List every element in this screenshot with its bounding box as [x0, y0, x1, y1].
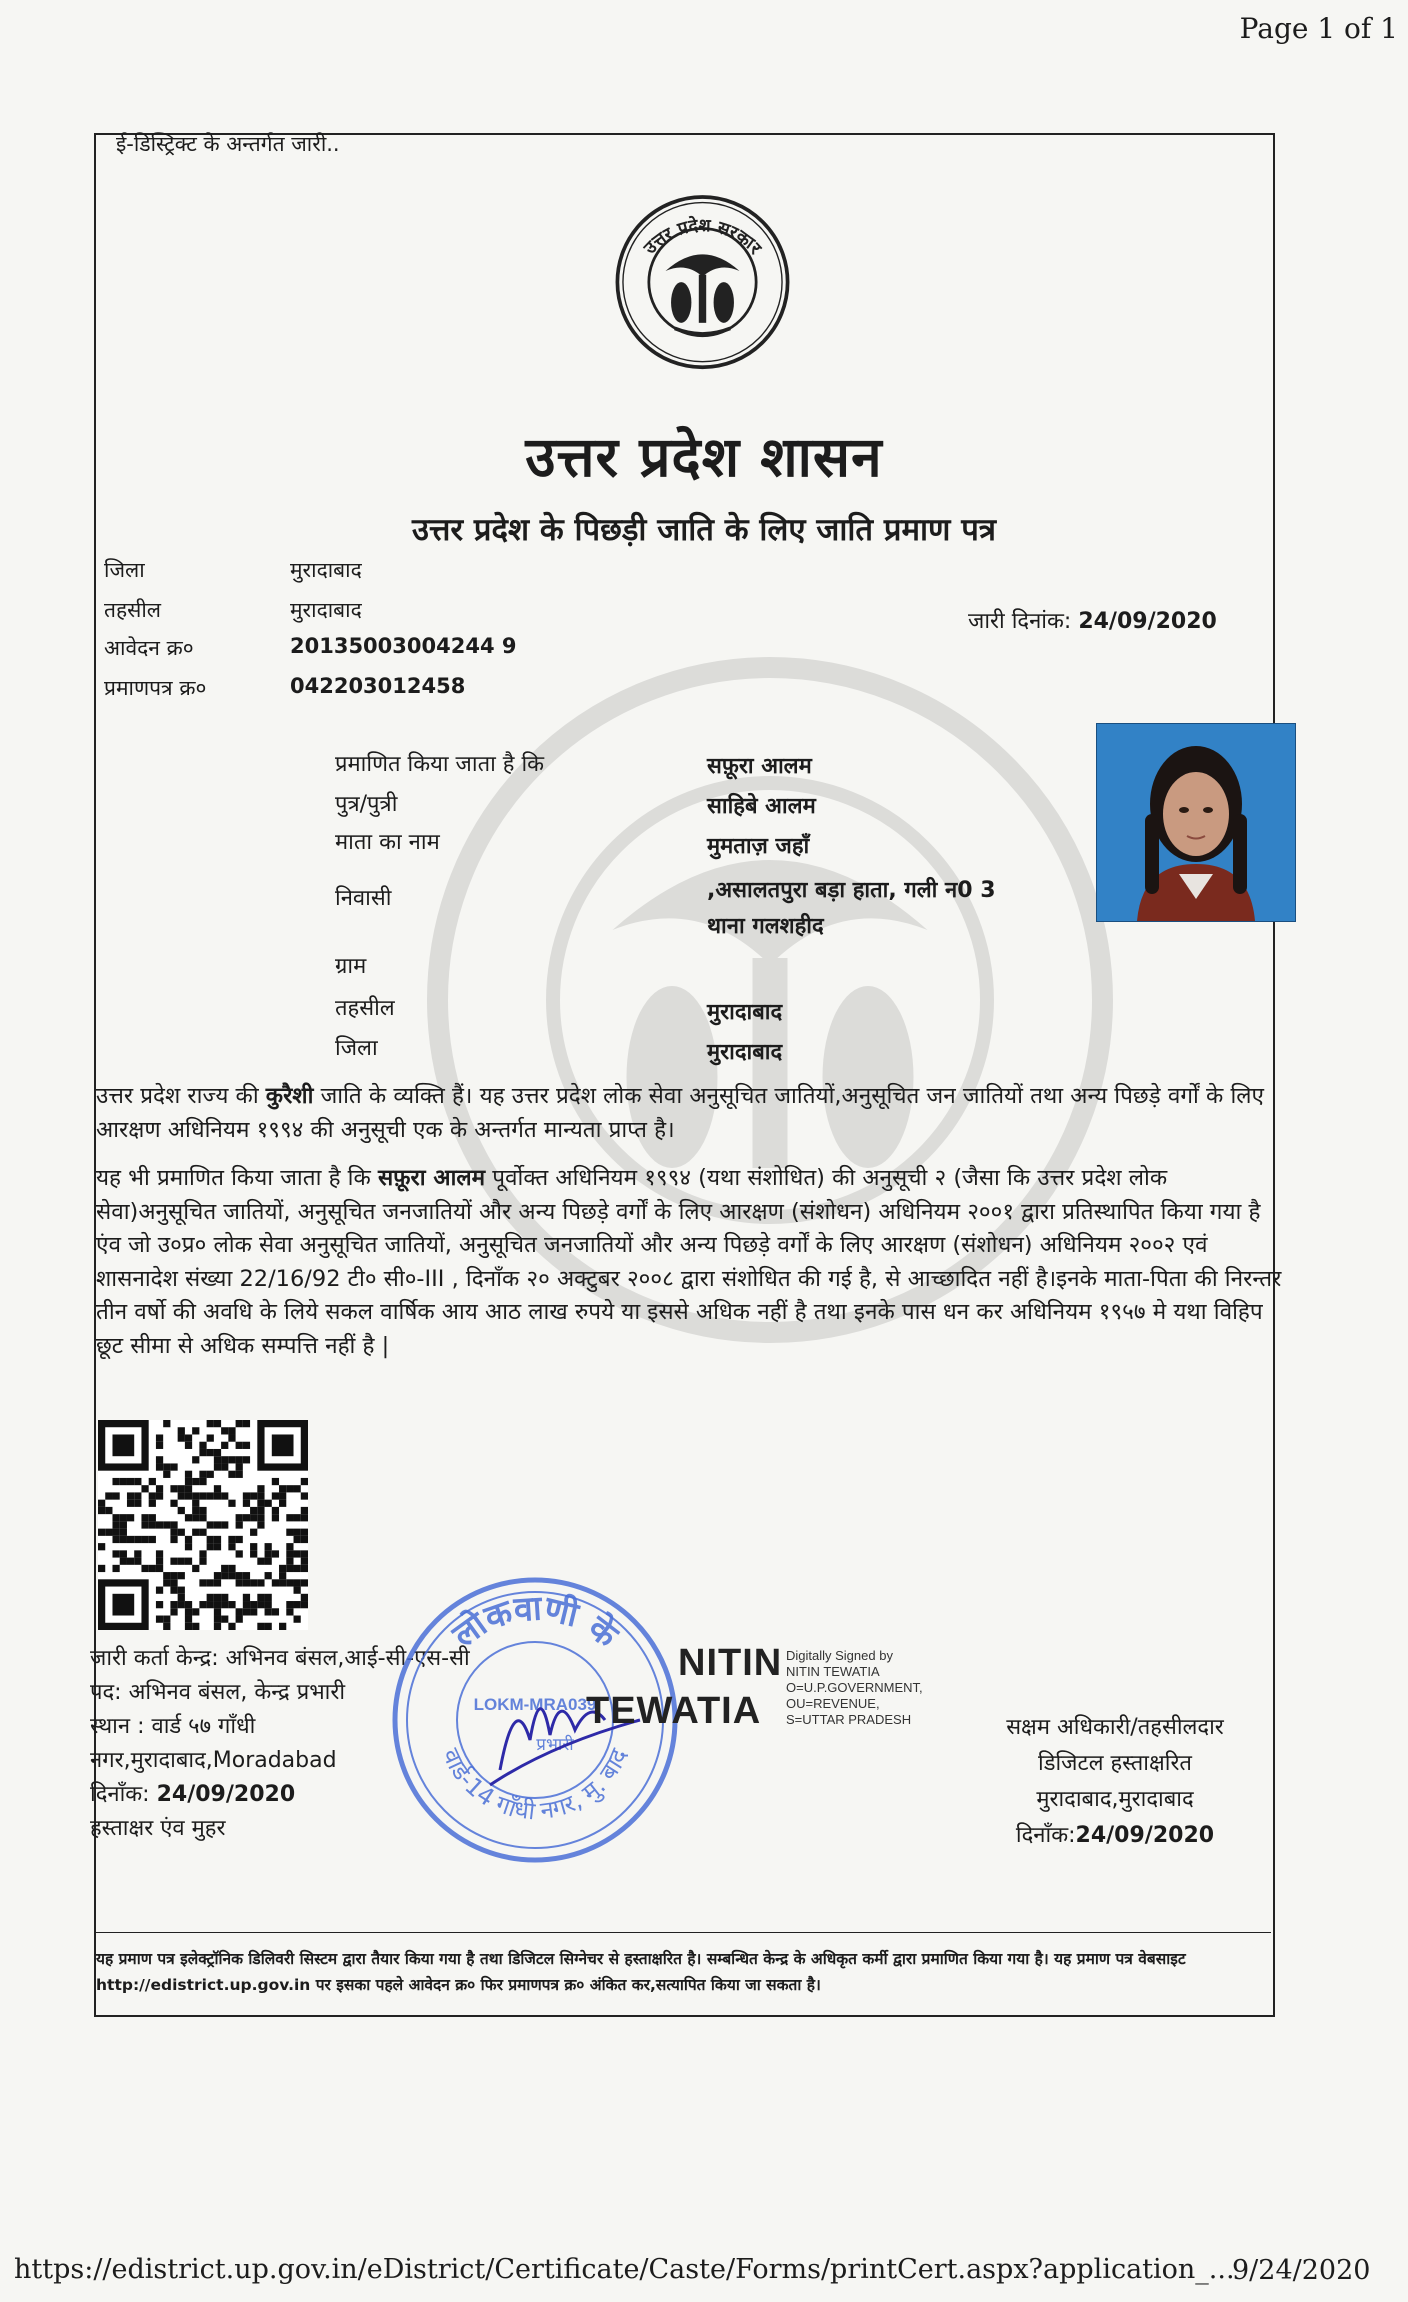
- issuer-date: दिनाँक: 24/09/2020: [90, 1782, 296, 1807]
- caste-paragraph: उत्तर प्रदेश राज्य की कुरैशी जाति के व्यक्ति हैं। यह उत्तर प्रदेश लोक सेवा अनुसूचित जातियों,अनुसूचित जन जातियों तथा अन्य पिछड़े वर्गों के लिए आरक्षण अधिनियम १९९४ की अनुसूची एक के अन्तर्गत मान्यता प्राप्त है।: [96, 1083, 1264, 1143]
- person-district-label: जिला: [335, 1036, 378, 1061]
- applicant-name: सफ़ूरा आलम: [707, 754, 812, 779]
- digital-signature-details: Digitally Signed by NITIN TEWATIA O=U.P.GOVERNMENT, OU=REVENUE, S=UTTAR PRADESH: [786, 1648, 923, 1727]
- issuer-place-2: नगर,मुरादाबाद,Moradabad: [90, 1748, 337, 1773]
- svg-text:प्रभारी: प्रभारी: [536, 1735, 574, 1755]
- issue-date: [968, 605, 1217, 635]
- svg-text:लोकवाणी के: लोकवाणी के: [445, 1588, 626, 1656]
- digitally-signed-label: डिजिटल हस्ताक्षरित: [1038, 1751, 1192, 1776]
- signer-last-name: TEWATIA: [586, 1690, 762, 1732]
- svg-text:LOKM-MRA039: LOKM-MRA039: [473, 1695, 597, 1714]
- issue-date-label: जारी दिनांक:: [968, 609, 1072, 634]
- child-of-label: पुत्र/पुत्री: [335, 792, 398, 817]
- page-number: Page 1 of 1: [1239, 12, 1398, 45]
- caste-name: कुरैशी: [265, 1083, 314, 1109]
- government-heading: उत्तर प्रदेश शासन: [525, 425, 883, 489]
- issuer-date-value: 24/09/2020: [156, 1782, 296, 1807]
- up-government-emblem: [610, 180, 795, 375]
- print-url: https://edistrict.up.gov.in/eDistrict/Certificate/Caste/Forms/printCert.aspx?application_...: [14, 2254, 1235, 2285]
- address-line-2: थाना गलशहीद: [707, 914, 824, 939]
- applicant-name-inline: सफ़ूरा आलम: [377, 1165, 486, 1191]
- verification-note: यह प्रमाण पत्र इलेक्ट्रॉनिक डिलिवरी सिस्टम द्वारा तैयार किया गया है तथा डिजिटल सिग्नेचर से हस्ताक्षरित है। सम्बन्धित केन्द्र के अधिकृत कर्मी द्वारा प्रमाणित किया गया है। यह प्रमाण पत्र वेबसाइट http://edistrict.up.gov.in पर इसका पहले आवेदन क्र० फिर प्रमाणपत्र क्र० अंकित कर,सत्यापित किया जा सकता है।: [96, 1950, 1186, 1994]
- qr-code: [98, 1420, 308, 1630]
- address-line-1: ,असालतपुरा बड़ा हाता, गली न0 3: [707, 878, 996, 903]
- svg-text:उत्तर प्रदेश सरकार: उत्तर प्रदेश सरकार: [640, 215, 765, 259]
- svg-text:वार्ड-14 गाँधी नगर, मु. बाद: वार्ड-14 गाँधी नगर, मु. बाद: [436, 1744, 634, 1826]
- officer-date: दिनाँक:24/09/2020: [1015, 1823, 1215, 1848]
- certificate-number-label: प्रमाणपत्र क्र०: [104, 676, 207, 700]
- issuing-center: जारी कर्ता केन्द्र: अभिनव बंसल,आई-सी-एस-सी: [90, 1646, 470, 1671]
- person-district-value: मुरादाबाद: [707, 1040, 783, 1065]
- certificate-title: उत्तर प्रदेश के पिछड़ी जाति के लिए जाति प्रमाण पत्र: [412, 512, 996, 548]
- district-label: जिला: [104, 558, 145, 582]
- application-number-value: 20135003004244 9: [290, 634, 517, 658]
- print-date: 9/24/2020: [1232, 2255, 1371, 2286]
- officer-date-value: 24/09/2020: [1075, 1823, 1215, 1848]
- issued-under-text: ई-डिस्ट्रिक्ट के अन्तर्गत जारी..: [116, 132, 340, 156]
- issue-date-value: 24/09/2020: [1078, 609, 1217, 634]
- application-number-label: आवेदन क्र०: [104, 636, 194, 660]
- income-paragraph: यह भी प्रमाणित किया जाता है कि सफ़ूरा आलम पूर्वोक्त अधिनियम १९९४ (यथा संशोधित) की अनुसूची २ (जैसा कि उत्तर प्रदेश लोक सेवा)अनुसूचित जातियों, अनुसूचित जनजातियों और अन्य पिछड़े वर्गों के लिए आरक्षण (संशोधन) अधिनियम २००१ द्वारा प्रतिस्थापित किया गया है एंव जो उ०प्र० लोक सेवा अनुसूचित जातियों, अनुसूचित जनजातियों और अन्य पिछड़े वर्गों के लिए आरक्षण (संशोधन) अधिनियम २००२ एवं शासनादेश संख्या 22/16/92 टी० सी०-III , दिनाँक २० अक्टुबर २००८ द्वारा संशोधित की गई है, से आच्छादित नहीं है।इनके माता-पिता की निरन्तर तीन वर्षो की अवधि के लिये सकल वार्षिक आय आठ लाख रुपये या इससे अधिक नहीं है तथा इनके पास धन कर अधिनियम १९५७ मे यथा विहिप छूट सीमा से अधिक सम्पत्ति नहीं है |: [96, 1165, 1282, 1359]
- issuer-place-1: स्थान : वार्ड ५७ गाँधी: [90, 1714, 256, 1739]
- tehsil-label: तहसील: [104, 598, 161, 622]
- person-tehsil-value: मुरादाबाद: [707, 1000, 783, 1025]
- applicant-photo: [1096, 723, 1296, 922]
- certified-label: प्रमाणित किया जाता है कि: [335, 752, 545, 777]
- footer-divider: [94, 1932, 1271, 1933]
- certificate-number-value: 042203012458: [290, 674, 466, 698]
- signature-and-seal-label: हस्ताक्षर एंव मुहर: [90, 1816, 226, 1841]
- issuer-post: पद: अभिनव बंसल, केन्द्र प्रभारी: [90, 1680, 346, 1705]
- district-value: मुरादाबाद: [290, 558, 362, 582]
- resident-label: निवासी: [335, 886, 392, 911]
- signer-first-name: NITIN: [678, 1642, 783, 1684]
- officer-place: मुरादाबाद,मुरादाबाद: [1036, 1787, 1194, 1812]
- mother-name: मुमताज़ जहाँ: [707, 834, 810, 859]
- mother-name-label: माता का नाम: [335, 830, 440, 855]
- tehsil-value: मुरादाबाद: [290, 598, 362, 622]
- person-tehsil-label: तहसील: [335, 996, 395, 1021]
- village-label: ग्राम: [335, 954, 367, 979]
- father-name: साहिबे आलम: [707, 794, 816, 819]
- officer-title: सक्षम अधिकारी/तहसीलदार: [1006, 1715, 1224, 1740]
